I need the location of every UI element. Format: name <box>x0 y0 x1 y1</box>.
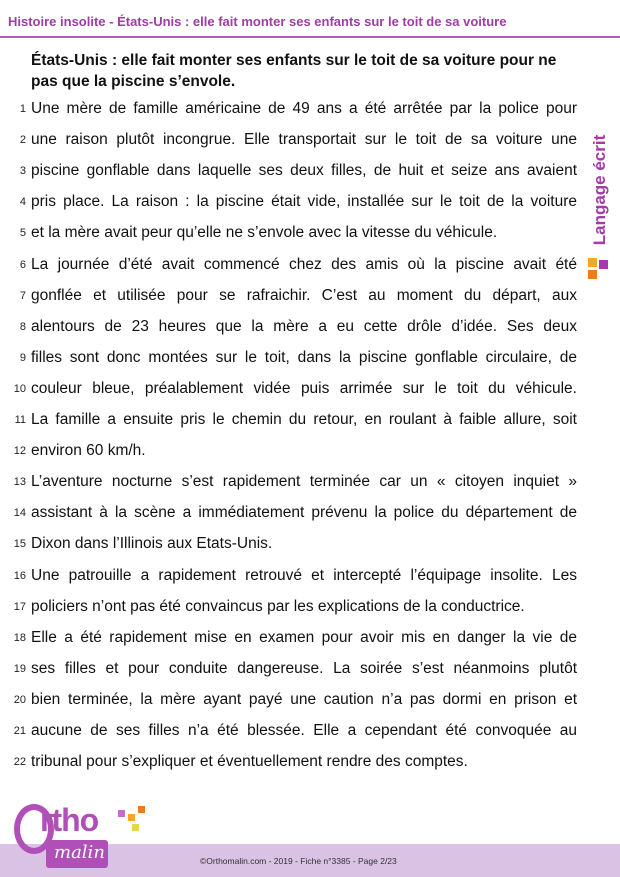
text-line: environ 60 km/h. <box>31 442 146 459</box>
line-number: 19 <box>13 663 26 675</box>
text-line: policiers n’ont pas été convaincus par les explications de la conductrice. <box>31 598 525 615</box>
line-number: 11 <box>14 414 26 426</box>
line-number: 8 <box>19 321 26 333</box>
line-number: 7 <box>19 290 26 302</box>
text-line: bien terminée, la mère ayant payé une caution n’a pas dormi en prison et <box>31 691 577 708</box>
footer-text: ©Orthomalin.com - 2019 - Fiche n°3385 - Page 2/23 <box>200 856 397 866</box>
logo-square-icon <box>118 810 125 817</box>
line-number: 15 <box>13 538 26 550</box>
text-line: La famille a ensuite pris le chemin du retour, en roulant à faible allure, soit <box>31 411 577 428</box>
logo-word-ortho: rtho <box>40 802 99 838</box>
text-line: filles sont donc montées sur le toit, dans la piscine gonflable circulaire, de <box>31 349 577 366</box>
accent-square-icon <box>588 270 597 279</box>
line-number: 3 <box>19 165 26 177</box>
logo-word-malin: malin <box>54 842 105 863</box>
line-number: 6 <box>19 259 26 271</box>
side-tab-label: Langage écrit <box>590 134 609 246</box>
page-header <box>0 0 620 36</box>
line-number: 20 <box>13 694 26 706</box>
text-line: Dixon dans l’Illinois aux Etats-Unis. <box>31 535 273 552</box>
line-number: 14 <box>13 507 26 519</box>
accent-square-icon <box>599 260 608 269</box>
logo-square-icon <box>132 824 139 831</box>
text-line: Elle a été rapidement mise en examen pour avoir mis en danger la vie de <box>31 629 577 646</box>
line-number: 4 <box>19 196 26 208</box>
text-line: gonflée et utilisée pour se rafraichir. C’est au moment du départ, aux <box>31 287 577 304</box>
header-divider <box>0 36 620 38</box>
text-line: ses filles et pour conduite dangereuse. La soirée s’est néanmoins plutôt <box>31 660 577 677</box>
side-tab <box>582 110 618 270</box>
text-line: alentours de 23 heures que la mère a eu cette drôle d’idée. Ses deux <box>31 318 577 335</box>
text-line: pris place. La raison : la piscine était vide, installée sur le toit de la voiture <box>31 193 577 210</box>
line-number: 21 <box>13 725 26 737</box>
text-line: piscine gonflable dans laquelle ses deux filles, de huit et seize ans avaient <box>31 162 577 179</box>
line-number: 9 <box>19 352 26 364</box>
line-number: 1 <box>19 103 26 115</box>
line-number: 13 <box>13 476 26 488</box>
text-line: L’aventure nocturne s’est rapidement terminée car un « citoyen inquiet » <box>31 473 577 490</box>
line-number: 17 <box>13 601 26 613</box>
text-line: couleur bleue, préalablement vidée puis arrimée sur le toit du véhicule. <box>31 380 577 397</box>
line-number: 12 <box>13 445 26 457</box>
orthomalin-logo <box>10 800 160 877</box>
line-number: 10 <box>13 383 26 395</box>
text-line: assistant à la scène a immédiatement prévenu la police du département de <box>31 504 577 521</box>
text-line: La journée d’été avait commencé chez des amis où la piscine avait été <box>31 256 577 273</box>
line-number: 2 <box>19 134 26 146</box>
logo-square-icon <box>128 814 135 821</box>
line-number: 16 <box>13 570 26 582</box>
text-line: Une patrouille a rapidement retrouvé et intercepté l’équipage insolite. Les <box>31 567 577 584</box>
text-line: aucune de ses filles n’a été blessée. Elle a cependant été convoquée au <box>31 722 577 739</box>
line-number: 22 <box>13 756 26 768</box>
accent-square-icon <box>588 258 597 267</box>
text-line: une raison plutôt incongrue. Elle transportait sur le toit de sa voiture une <box>31 131 577 148</box>
line-number: 5 <box>19 227 26 239</box>
text-line: tribunal pour s’expliquer et éventuellement rendre des comptes. <box>31 753 468 770</box>
logo-square-icon <box>138 806 145 813</box>
line-number: 18 <box>13 632 26 644</box>
header-title: Histoire insolite - États-Unis : elle fait monter ses enfants sur le toit de sa voiture <box>8 14 507 29</box>
document-title: États-Unis : elle fait monter ses enfants sur le toit de sa voiture pour ne pas que la piscine s’envole. <box>31 52 557 90</box>
text-line: Une mère de famille américaine de 49 ans a été arrêtée par la police pour <box>31 100 577 117</box>
text-line: et la mère avait peur qu’elle ne s’envole avec la vitesse du véhicule. <box>31 224 498 241</box>
